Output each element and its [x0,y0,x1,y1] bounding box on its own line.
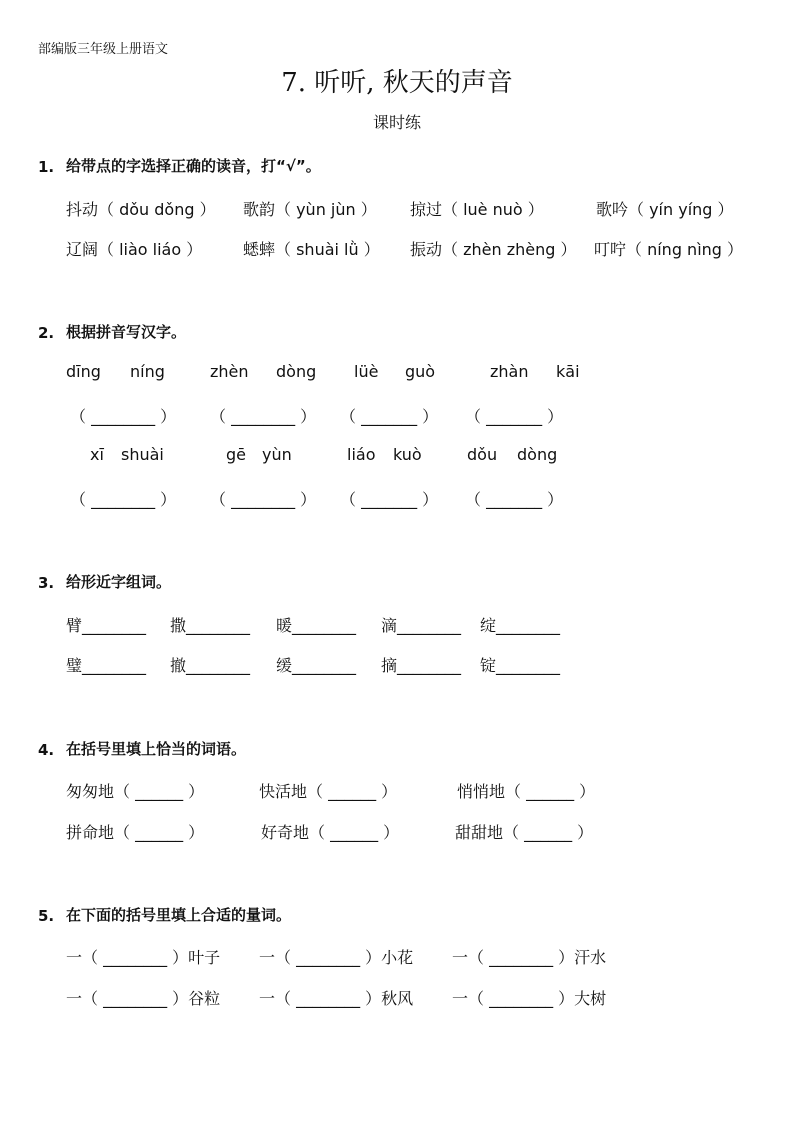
pinyin-syllable: níng [130,362,165,381]
question-3-number: 3. [38,574,55,592]
question-2-number: 2. [38,324,55,342]
question-4-prompt: 在括号里填上恰当的词语。 [66,740,247,758]
measure-word-blank[interactable]: 一（ ________ ）秋风 [259,989,414,1008]
course-label: 部编版三年级上册语文 [38,42,169,57]
word-blank[interactable]: 悄悄地（ ______ ） [457,782,596,801]
q1-option: 抖动（ dǒu dǒng ） [66,200,216,219]
answer-blank[interactable]: （ _______ ） [340,490,439,509]
word-blank[interactable]: 撤________ [170,656,251,675]
answer-blank[interactable]: （ _______ ） [465,490,564,509]
word-blank[interactable]: 绽________ [480,616,561,635]
pinyin-syllable: dòng [517,445,558,464]
word-blank[interactable]: 匆匆地（ ______ ） [66,782,205,801]
word-blank[interactable]: 滴________ [381,616,462,635]
question-5-number: 5. [38,907,55,925]
pinyin-syllable: zhàn [490,362,529,381]
pinyin-syllable: lüè [354,362,379,381]
pinyin-syllable: dòng [276,362,317,381]
question-1-number: 1. [38,158,55,176]
answer-blank[interactable]: （ _______ ） [465,407,564,426]
pinyin-syllable: yùn [262,445,292,464]
answer-blank[interactable]: （ ________ ） [210,490,317,509]
pinyin-syllable: kuò [393,445,422,464]
pinyin-syllable: kāi [556,362,580,381]
word-blank[interactable]: 缓________ [276,656,357,675]
q1-option: 叮咛（ níng nìng ） [594,240,744,259]
question-3-prompt: 给形近字组词。 [66,573,172,591]
q1-option: 辽阔（ liào liáo ） [66,240,203,259]
word-blank[interactable]: 撒________ [170,616,251,635]
word-blank[interactable]: 暖________ [276,616,357,635]
pinyin-syllable: zhèn [210,362,249,381]
word-blank[interactable]: 摘________ [381,656,462,675]
measure-word-blank[interactable]: 一（ ________ ）谷粒 [66,989,221,1008]
word-blank[interactable]: 璧________ [66,656,147,675]
pinyin-syllable: shuài [121,445,164,464]
measure-word-blank[interactable]: 一（ ________ ）大树 [452,989,607,1008]
question-4-number: 4. [38,741,55,759]
pinyin-syllable: dīng [66,362,101,381]
word-blank[interactable]: 甜甜地（ ______ ） [455,823,594,842]
word-blank[interactable]: 快活地（ ______ ） [259,782,398,801]
word-blank[interactable]: 臂________ [66,616,147,635]
pinyin-syllable: dǒu [467,445,498,464]
q1-option: 蟋蟀（ shuài lǜ ） [243,240,380,259]
measure-word-blank[interactable]: 一（ ________ ）汗水 [452,948,607,967]
page-title: 7. 听听, 秋天的声音 [281,68,513,98]
measure-word-blank[interactable]: 一（ ________ ）小花 [259,948,414,967]
answer-blank[interactable]: （ ________ ） [70,490,177,509]
word-blank[interactable]: 锭________ [480,656,561,675]
word-blank[interactable]: 好奇地（ ______ ） [261,823,400,842]
answer-blank[interactable]: （ _______ ） [340,407,439,426]
q1-option: 掠过（ luè nuò ） [410,200,544,219]
pinyin-syllable: liáo [347,445,376,464]
q1-option: 歌吟（ yín yíng ） [596,200,734,219]
word-blank[interactable]: 拼命地（ ______ ） [66,823,205,842]
q1-option: 歌韵（ yùn jùn ） [243,200,377,219]
q1-option: 振动（ zhèn zhèng ） [410,240,577,259]
pinyin-syllable: xī [90,445,104,464]
question-1-prompt: 给带点的字选择正确的读音，打“√”。 [66,157,321,175]
answer-blank[interactable]: （ ________ ） [70,407,177,426]
pinyin-syllable: gē [226,445,246,464]
measure-word-blank[interactable]: 一（ ________ ）叶子 [66,948,221,967]
question-5-prompt: 在下面的括号里填上合适的量词。 [66,906,292,924]
question-2-prompt: 根据拼音写汉字。 [66,323,187,341]
page-subtitle: 课时练 [372,113,421,132]
answer-blank[interactable]: （ ________ ） [210,407,317,426]
pinyin-syllable: guò [405,362,436,381]
